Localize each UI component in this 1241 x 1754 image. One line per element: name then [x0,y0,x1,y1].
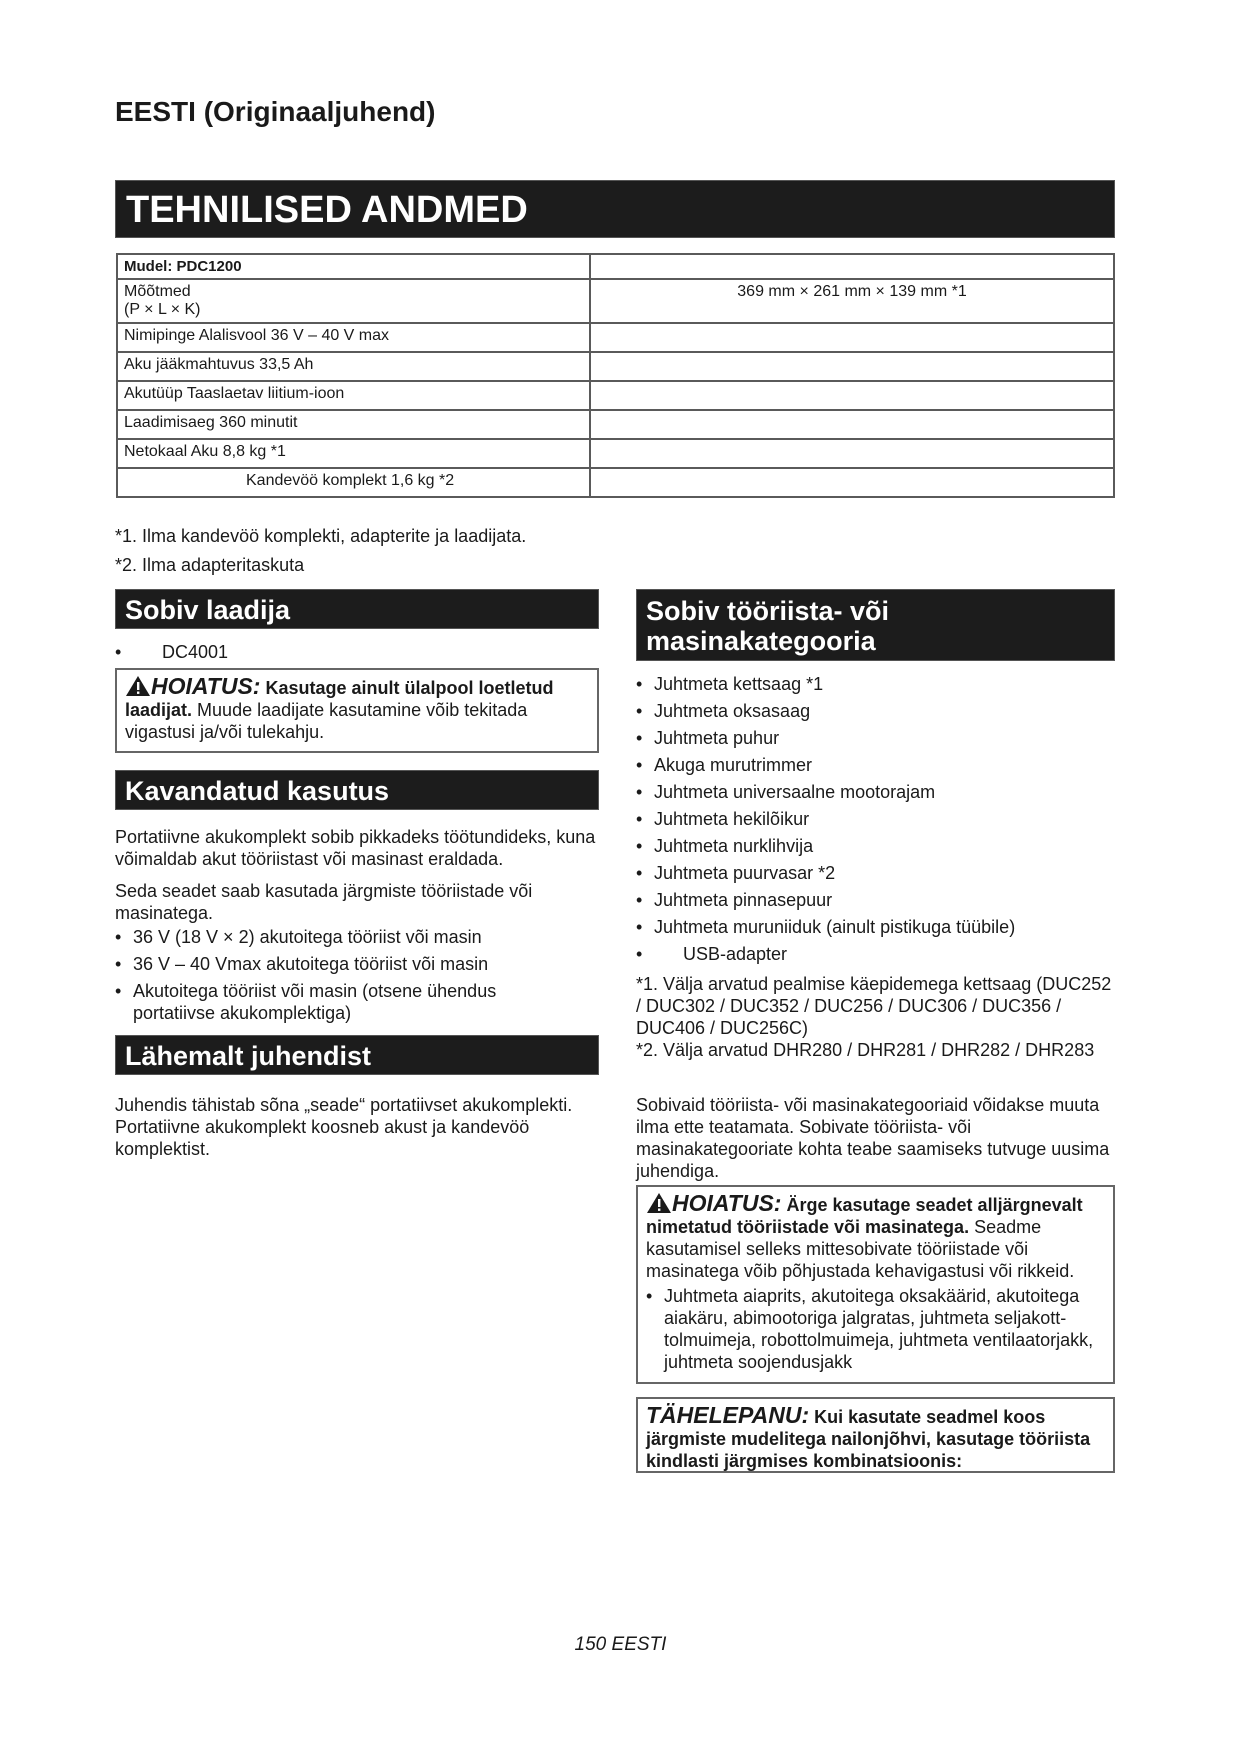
bullet-icon: • [636,809,643,829]
tool-category-heading-line-2: masinakategooria [646,626,876,656]
footnote-2: *2. Ilma adapteritaskuta [115,555,305,575]
intended-use-heading: Kavandatud kasutus [115,770,599,810]
list-item-text: Akuga murutrimmer [654,755,813,775]
list-item [636,700,1115,727]
table-row [117,468,1114,497]
warning-bold: Ärge kasutage seadet alljärgnevalt nimetatud tööriistade või masinatega. [646,1195,1083,1237]
list-item-text: 36 V – 40 Vmax akutoitega tööriist või masin [133,954,489,974]
warning-text: Muude laadijate kasutamine võib tekitada vigastusi ja/või tulekahju. [125,700,528,742]
tool-warning-intro [646,1192,1105,1282]
voltage-value [590,323,1114,352]
list-item [636,943,1115,970]
bullet-icon: • [636,755,643,775]
tool-note-3: Sobivaid tööriista- või masinakategooriaid võidakse muuta ilma ette teatamata. Sobivate tööriista- või masinakategooriate kohta teabe saamiseks tutvuge uusima juhendiga. [636,1095,1110,1181]
bullet-icon: • [636,917,643,937]
intended-use-list [115,926,599,1024]
footnote-1: *1. Ilma kandevöö komplekti, adapterite ja laadijata. [115,526,527,546]
list-item-text: Juhtmeta aiaprits, akutoitega oksakäärid, akutoitega aiakäru, abimootoriga jalgratas, juhtmeta seljakott-tolmuimeja, robottolmuimeja, juhtmeta ventilaatorjakk, juhtmeta soojendusjakk [664,1286,1094,1372]
bullet-icon: • [636,863,643,883]
charger-heading: Sobiv laadija [115,589,599,629]
manual-heading: Lähemalt juhendist [115,1035,599,1075]
warning-triangle-icon [125,675,151,697]
language-title: EESTI (Originaaljuhend) [115,96,436,127]
charger-model: DC4001 [162,642,229,662]
dimensions-value: 369 mm × 261 mm × 139 mm *1 [590,279,1114,323]
list-item [115,926,599,953]
list-item [636,808,1115,835]
warning-triangle-icon [646,1192,672,1214]
capacity-label: Aku jääkmahtuvus 33,5 Ah [117,352,590,381]
page-number: 150 EESTI [574,1634,667,1655]
list-item [636,754,1115,781]
bullet-icon: • [115,981,122,1001]
tool-note-1: *1. Välja arvatud pealmise käepidemega kettsaag (DUC252 / DUC302 / DUC352 / DUC256 / DUC306 / DUC356 / DUC406 / DUC256C) [636,974,1112,1038]
bullet-icon: • [115,954,122,974]
tool-list [636,673,1115,970]
battery-type-label: Akutüüp Taaslaetav liitium-ioon [117,381,590,410]
bullet-icon: • [636,944,643,964]
model-label: Mudel: PDC1200 [117,254,590,279]
charging-time-label: Laadimisaeg 360 minutit [117,410,590,439]
list-item-text: Juhtmeta kettsaag *1 [654,674,824,694]
table-row [117,410,1114,439]
list-item [115,980,599,1024]
list-item-text: Juhtmeta puurvasar *2 [654,863,836,883]
bullet-icon: • [636,890,643,910]
list-item-text: Juhtmeta nurklihvija [654,836,814,856]
tool-note-2: *2. Välja arvatud DHR280 / DHR281 / DHR282 / DHR283 [636,1040,1095,1060]
list-item-text: Juhtmeta muruniiduk (ainult pistikuga tüübile) [654,917,1016,937]
list-item [636,916,1115,943]
notice-box [636,1397,1115,1473]
list-item-text: Juhtmeta hekilõikur [654,809,810,829]
list-item [115,953,599,980]
voltage-label: Nimipinge Alalisvool 36 V – 40 V max [117,323,590,352]
list-item [636,673,1115,700]
net-weight-label: Netokaal Aku 8,8 kg *1 [117,439,590,468]
list-item [636,727,1115,754]
list-item-text: Juhtmeta puhur [654,728,780,748]
bullet-icon: • [636,728,643,748]
harness-weight-label: Kandevöö komplekt 1,6 kg *2 [117,468,590,497]
net-weight-value [590,439,1114,468]
list-item-text: Juhtmeta pinnasepuur [654,890,833,910]
list-item [646,1285,1105,1373]
harness-weight-value [590,468,1114,497]
warning-label: HOIATUS: [151,673,261,699]
bullet-icon: • [636,836,643,856]
specifications-heading: TEHNILISED ANDMED [115,180,1115,238]
tool-category-heading-line-1: Sobiv tööriista- või [646,596,890,626]
bullet-icon: • [636,782,643,802]
bullet-icon: • [115,927,122,947]
model-value [590,254,1114,279]
list-item-text: USB-adapter [683,944,788,964]
table-row [117,352,1114,381]
list-item-text: 36 V (18 V × 2) akutoitega tööriist või masin [133,927,482,947]
charger-list [115,641,599,663]
intended-use-para-1: Portatiivne akukomplekt sobib pikkadeks töötundideks, kuna võimaldab akut tööriistast või masinast eraldada. [115,827,596,869]
bullet-icon: • [636,701,643,721]
list-item [636,862,1115,889]
list-item [636,835,1115,862]
list-item [636,889,1115,916]
bullet-icon: • [115,642,122,662]
table-row [117,279,1114,323]
list-item-text: Juhtmeta oksasaag [654,701,811,721]
list-item [115,641,599,663]
warning-label: HOIATUS: [672,1190,782,1216]
warning-text: Seadme kasutamisel selleks mittesobivate tööriistade või masinatega võib põhjustada kehavigastusi või rikkeid. [646,1217,1075,1281]
list-item-text: Juhtmeta universaalne mootorajam [654,782,936,802]
tool-category-heading [636,589,1115,661]
specifications-table [116,253,1115,498]
charging-time-value [590,410,1114,439]
table-row [117,254,1114,279]
intended-use-para-2: Seda seadet saab kasutada järgmiste tööriistade või masinatega. [115,881,533,923]
table-row [117,439,1114,468]
list-item-text: Akutoitega tööriist või masin (otsene ühendus portatiivse akukomplektiga) [133,981,497,1023]
notice-label: TÄHELEPANU: [646,1402,810,1428]
dimensions-label: Mõõtmed (P × L × K) [117,279,590,323]
bullet-icon: • [646,1286,653,1306]
manual-para: Juhendis tähistab sõna „seade“ portatiivset akukomplekti. Portatiivne akukomplekt koosneb akust ja kandevöö komplektist. [115,1095,573,1159]
tool-warning-box [636,1185,1115,1384]
list-item [636,781,1115,808]
table-row [117,381,1114,410]
notice-bold: Kui kasutate seadmel koos järgmiste mudelitega nailonjõhvi, kasutage tööriista kindlasti järgmises kombinatsioonis: [646,1407,1091,1471]
table-row [117,323,1114,352]
bullet-icon: • [636,674,643,694]
warning-bold: Kasutage ainult ülalpool loetletud laadijat. [125,678,554,720]
battery-type-value [590,381,1114,410]
capacity-value [590,352,1114,381]
charger-warning-box [115,668,599,753]
